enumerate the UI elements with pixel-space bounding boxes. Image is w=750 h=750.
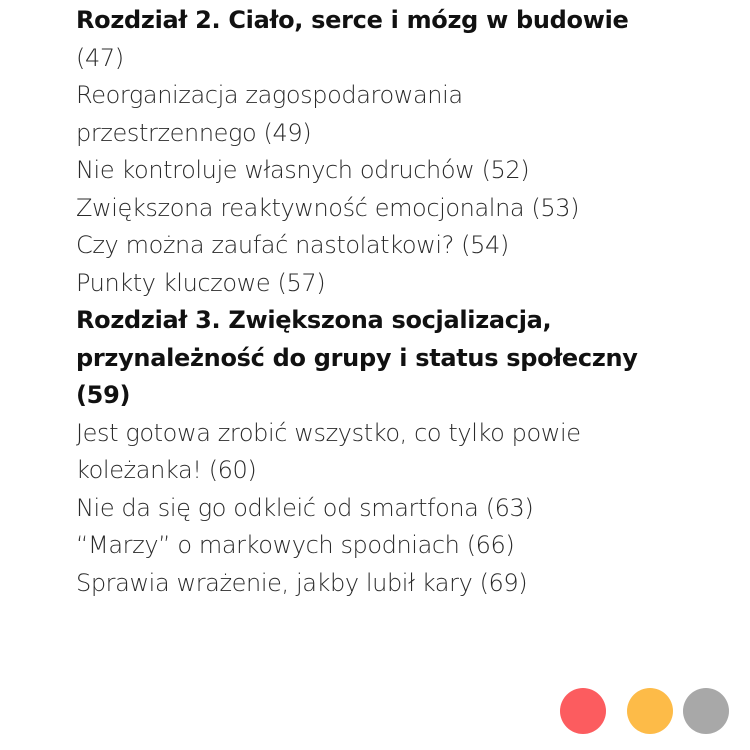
toc-entry: Punkty kluczowe (57) [76, 268, 326, 297]
toc-entry: Nie da się go odkleić od smartfona (63) [76, 493, 534, 522]
toc-entry: “Marzy” o markowych spodniach (66) [76, 531, 515, 559]
toc-entry: Zwiększona reaktywność emocjonalna (53) [76, 193, 580, 222]
toc-entry: przestrzennego (49) [76, 118, 312, 147]
table-of-contents [76, 2, 726, 602]
gray-dot [683, 688, 729, 734]
chapter-2-heading-page: (47) [76, 43, 124, 72]
red-dot [560, 688, 606, 734]
toc-entry: Jest gotowa zrobić wszystko, co tylko powie [76, 418, 581, 447]
chapter-3-heading-line-1: Rozdział 3. Zwiększona socjalizacja, [76, 306, 552, 334]
toc-entry: Reorganizacja zagospodarowania [76, 81, 463, 109]
chapter-3-heading-page: (59) [76, 381, 131, 409]
chapter-3-heading-line-2: przynależność do grupy i status społeczny [76, 343, 638, 372]
chapter-2-heading-line-1: Rozdział 2. Ciało, serce i mózg w budowie [76, 6, 629, 34]
decorative-dots [560, 688, 729, 734]
toc-entry: Sprawia wrażenie, jakby lubił kary (69) [76, 568, 528, 597]
toc-entry: Nie kontroluje własnych odruchów (52) [76, 156, 530, 184]
toc-entry: Czy można zaufać nastolatkowi? (54) [76, 231, 509, 259]
yellow-dot [627, 688, 673, 734]
toc-entry: koleżanka! (60) [76, 456, 257, 484]
